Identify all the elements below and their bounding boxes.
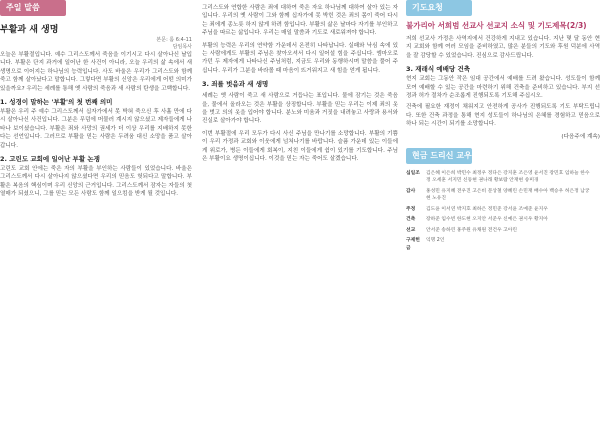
sermon-scripture: 본문: 롬 6:4-11	[156, 37, 192, 43]
sermon-continued-column	[202, 0, 398, 423]
sermon-paragraph: 부활의 능력은 우리의 연약함 가운데서 온전히 나타납니다. 실패와 낙심 속에 있는 사람에게도 부활의 주님은 찾아오셔서 다시 일어설 힘을 주십니다. 엠마오로 가던 두 제자에게 나타나신 주님처럼, 지금도 우리와 동행하시며 말씀을 풀어 주십니다. 우리가 그분을 바라볼 때 마음이 뜨거워지고 새 힘을 얻게 됩니다.	[202, 42, 398, 74]
sermon-section-header: 주일 말씀	[0, 0, 66, 16]
prayer-request-column	[406, 0, 600, 423]
missionary-news-paragraph: 현지 교회는 그동안 작은 임대 공간에서 예배를 드려 왔습니다. 성도들이 함께 모여 예배할 수 있는 공간을 마련하기 위해 건축을 준비하고 있습니다. 부지 선정과 허가 절차가 순조롭게 진행되도록 기도해 주십시오.	[406, 76, 600, 100]
offering-label: 선교	[406, 227, 416, 233]
offering-row	[406, 213, 596, 224]
sermon-section-2-heading: 2. 고린도 교회에 일어난 부활 논쟁	[0, 155, 100, 164]
offering-label: 구제헌금	[406, 238, 420, 251]
sermon-section-1-text: 부활은 우리 주 예수 그리스도께서 십자가에서 못 박혀 죽으신 후 사흘 만에 다시 살아나신 사건입니다. 그분은 무덤에 머물러 계시지 않으셨고 제자들에게 나타나 보이셨습니다. 부활은 죄와 사망의 권세가 더 이상 우리를 지배하지 못한다는 선언입니다. 그러므로 부활을 믿는 사람은 두려움 대신 소망을 품고 살아갑니다.	[0, 109, 192, 149]
sermon-column	[0, 0, 192, 423]
missionary-news-paragraph: 건축에 필요한 재정이 채워지고 안전하게 공사가 진행되도록 기도 부탁드립니다. 또한 건축 과정을 통해 현지 성도들이 하나님의 은혜를 경험하고 믿음으로 하나 되는 시간이 되기를 소망합니다.	[406, 104, 600, 128]
missionary-news-paragraph: 저희 선교사 가정은 사역지에서 건강하게 지내고 있습니다. 지난 몇 달 동안 현지 교회와 함께 여러 모임을 준비하였고, 많은 분들의 기도와 후원 덕분에 사역을 잘 감당할 수 있었습니다. 진심으로 감사드립니다.	[406, 36, 600, 59]
sermon-paragraph: 세례는 옛 사람이 죽고 새 사람으로 거듭나는 표입니다. 물에 잠기는 것은 죽음을, 물에서 올라오는 것은 부활을 상징합니다. 부활을 믿는 우리는 이제 죄의 옷을 벗고 의의 옷을 입어야 합니다. 분노와 미움과 거짓을 내려놓고 사랑과 용서와 진실로 살아가야 합니다.	[202, 93, 398, 125]
offering-label: 건축	[406, 217, 416, 223]
offering-section-header: 현금 드리신 교우	[406, 148, 472, 164]
offering-row	[406, 234, 596, 252]
offering-label: 주정	[406, 206, 416, 212]
offering-list	[406, 170, 596, 253]
sermon-section-1-heading: 1. 성경이 말하는 '부활'의 첫 번째 의미	[0, 98, 113, 107]
sermon-paragraph: 이번 부활절에 우리 모두가 다시 사신 주님을 만나기를 소망합니다. 부활의 기쁨이 우리 가정과 교회와 이웃에게 넘쳐나기를 바랍니다. 슬픔 가운데 있는 이들에게 위로가, 병든 이들에게 회복이, 지친 이들에게 쉼이 있기를 기도합니다. 주님은 부활이요 생명이십니다. 이것을 믿는 자는 죽어도 살겠습니다.	[202, 130, 398, 163]
sermon-section-2-text: 고린도 교회 안에는 죽은 자의 부활을 부인하는 사람들이 있었습니다. 바울은 그리스도께서 다시 살아나지 않으셨다면 우리의 믿음도 헛되다고 말합니다. 부활은 복음의 핵심이며 우리 신앙의 근거입니다. 그리스도께서 잠자는 자들의 첫 열매가 되셨으니, 그를 믿는 모든 사람도 함께 일으킴을 받게 될 것입니다.	[0, 166, 192, 198]
offering-names: 김은혜 이은희 박민수 최정우 정다은 강지훈 조은영 윤서진 장민호 임하늘 한수정 오세훈 서지민 신동현 권나래 황보람 안재현 송미경	[426, 170, 590, 184]
offering-row	[406, 203, 596, 214]
missionary-news-title: 불가리아 서희범 선교사 선교지 소식 및 기도제목(2/3)	[406, 21, 587, 30]
offering-names: 김도윤 이서연 박지호 최하은 정민준 강서윤 조예준 윤지우	[426, 206, 548, 212]
offering-row	[406, 185, 596, 203]
sermon-title: 부활과 새 생명	[0, 25, 59, 35]
offering-row	[406, 170, 596, 185]
prayer-section-header: 기도요청	[406, 0, 472, 16]
offering-names: 안서준 송하린 홍주원 유채원 전건우 고아린	[426, 227, 518, 233]
offering-names: 홍성민 유지혜 전우진 고은비 문상철 양혜린 손민재 배수아 백승우 허은정 남궁현 노유진	[426, 188, 590, 202]
offering-names: 익명 2인	[426, 238, 445, 244]
sermon-paragraph: 그리스도와 연합한 사람은 죄에 대하여 죽은 자요 하나님께 대하여 살아 있는 자입니다. 우리의 옛 사람이 그와 함께 십자가에 못 박힌 것은 죄의 몸이 죽어 다시는 죄에게 종노릇 하지 않게 하려 함입니다. 부활의 삶은 날마다 자기를 부인하고 주님을 따르는 삶입니다. 우리는 매일 말씀과 기도로 새로워져야 합니다.	[202, 5, 398, 37]
sermon-section-3-heading: 3. 죄를 벗음과 새 생명	[202, 80, 269, 89]
continued-note: (다음주에 계속)	[561, 133, 600, 140]
offering-row	[406, 224, 596, 235]
offering-label: 감사	[406, 188, 416, 194]
missionary-news-heading: 3. 재래식 예배당 건축	[406, 65, 471, 74]
offering-label: 십일조	[406, 170, 420, 176]
sermon-preacher: 담임목사	[172, 44, 192, 50]
offering-names: 장하준 임수빈 한도현 오지안 서준우 신예은 권시우 황지아	[426, 217, 548, 223]
sermon-intro: 오늘은 부활절입니다. 예수 그리스도께서 죽음을 이기시고 다시 살아나신 날입니다. 부활은 단지 과거에 일어난 한 사건이 아니라, 오늘 우리의 삶 속에서 새 생명으로 이어지는 하나님의 능력입니다. 사도 바울은 우리가 그리스도와 함께 죽고 함께 살아났다고 말합니다. 그렇다면 부활의 신앙은 우리에게 어떤 의미가 있을까요? 우리는 세례를 통해 옛 사람의 죽음과 새 사람의 탄생을 고백합니다.	[0, 52, 192, 92]
